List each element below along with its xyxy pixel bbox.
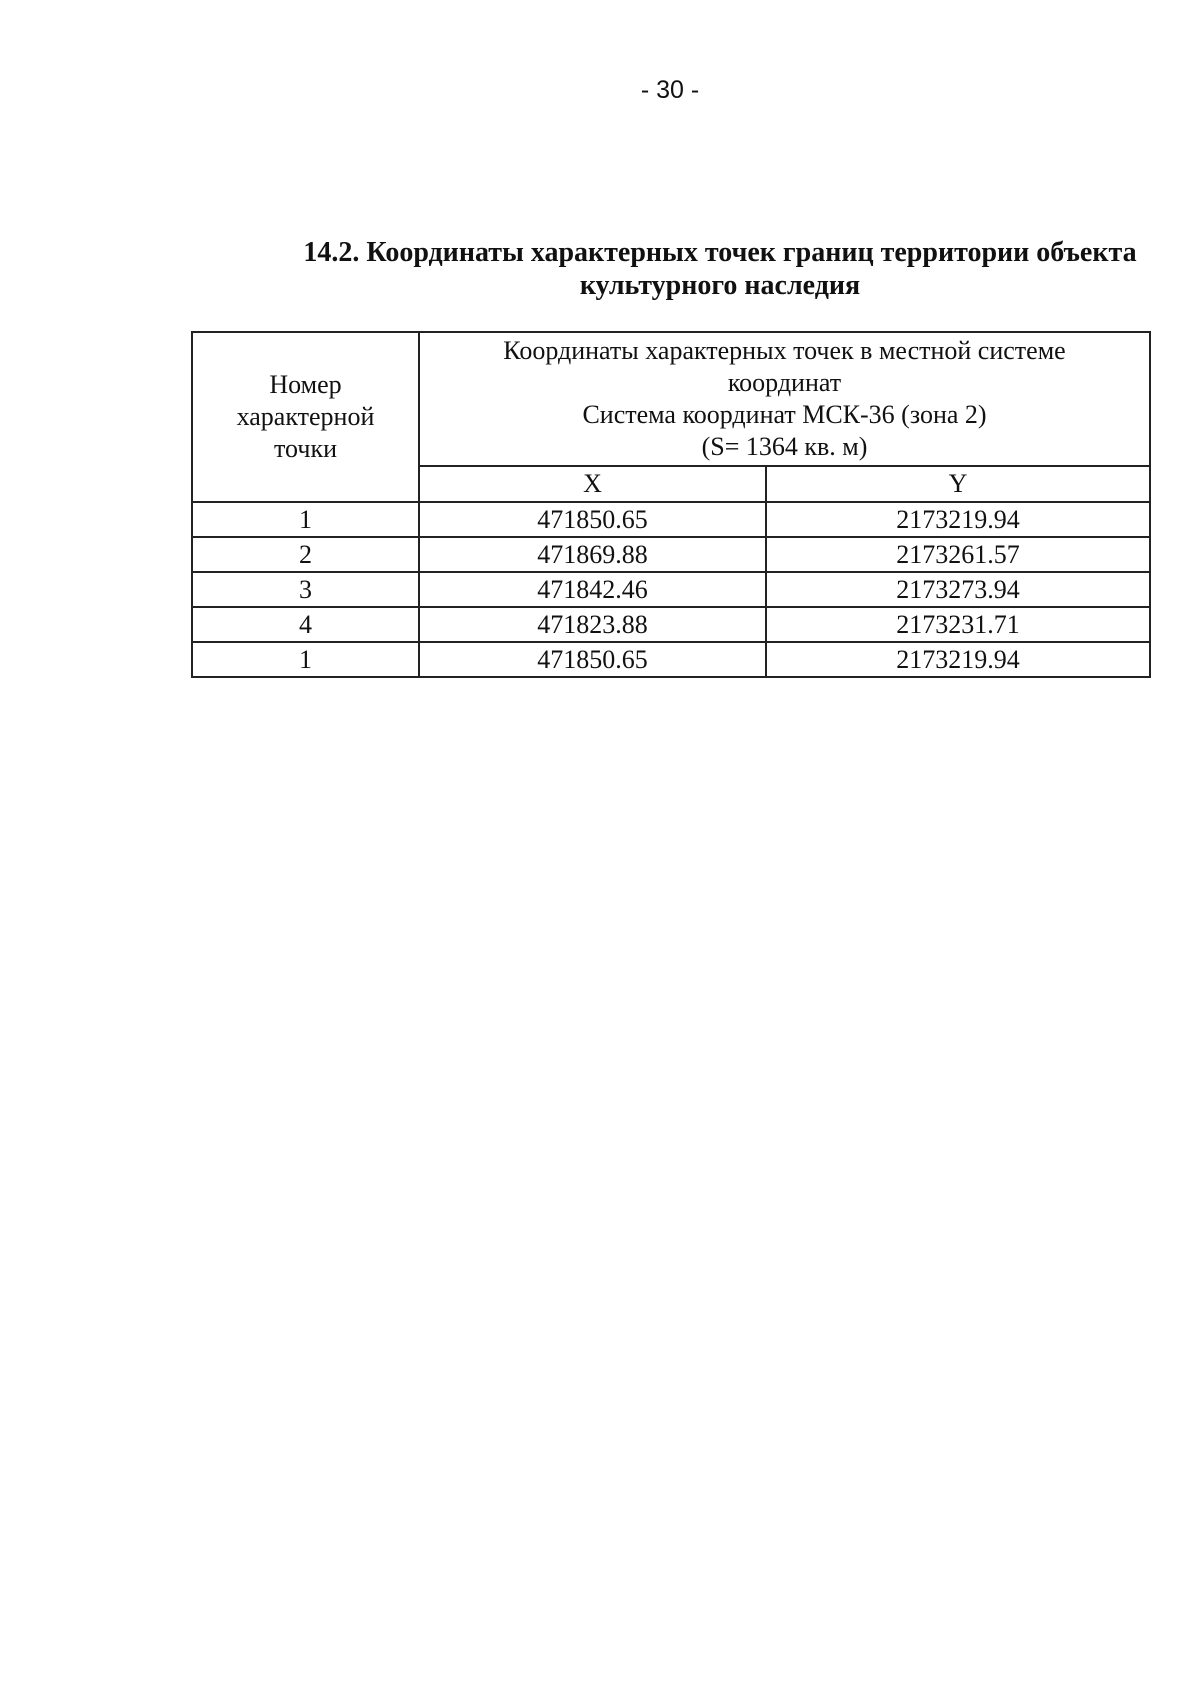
header-point-number-line-1: Номер [269,370,342,399]
header-system-line-2: координат [727,368,842,397]
section-heading-line-1: 14.2. Координаты характерных точек границ территории объекта [303,237,1137,268]
point-number-cell: 1 [192,642,419,677]
table-row [192,502,1150,537]
header-system-line-1: Координаты характерных точек в местной системе [503,336,1066,365]
x-coordinate-cell: 471850.65 [419,502,766,537]
section-heading [230,236,1200,302]
header-coordinate-system [419,332,1150,466]
point-number-cell: 3 [192,572,419,607]
point-number-cell: 4 [192,607,419,642]
table-row [192,537,1150,572]
header-system-line-3: Система координат МСК-36 (зона 2) [582,400,987,429]
y-coordinate-cell: 2173231.71 [766,607,1150,642]
header-axis-y: Y [766,466,1150,502]
point-number-cell: 1 [192,502,419,537]
y-coordinate-cell: 2173261.57 [766,537,1150,572]
coordinates-table [191,331,1151,678]
table-row [192,572,1150,607]
y-coordinate-cell: 2173219.94 [766,502,1150,537]
x-coordinate-cell: 471842.46 [419,572,766,607]
y-coordinate-cell: 2173273.94 [766,572,1150,607]
header-axis-x: X [419,466,766,502]
y-coordinate-cell: 2173219.94 [766,642,1150,677]
header-system-line-4: (S= 1364 кв. м) [701,432,868,461]
header-point-number-line-3: точки [274,434,337,463]
x-coordinate-cell: 471869.88 [419,537,766,572]
section-heading-line-2: культурного наследия [579,270,861,301]
point-number-cell: 2 [192,537,419,572]
table-row [192,607,1150,642]
header-point-number [192,332,419,502]
page-number: - 30 - [640,76,700,104]
table-row [192,642,1150,677]
header-point-number-line-2: характерной [236,402,375,431]
x-coordinate-cell: 471850.65 [419,642,766,677]
x-coordinate-cell: 471823.88 [419,607,766,642]
